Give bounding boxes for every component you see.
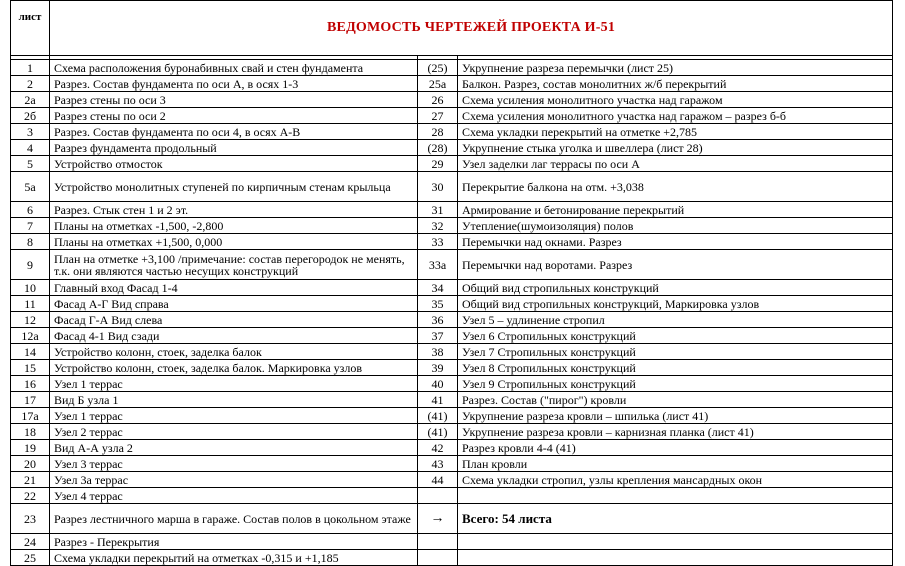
table-row — [11, 60, 893, 76]
sheet-number-left: 23 — [11, 504, 50, 534]
sheet-number-left: 3 — [11, 124, 50, 140]
sheet-title-right: Балкон. Разрез, состав монолитних ж/б перекрытий — [458, 76, 893, 92]
sheet-number-left: 8 — [11, 234, 50, 250]
sheet-title-left: Разрез. Состав фундамента по оси А, в осях 1-3 — [50, 76, 418, 92]
sheet-title-left: Устройство колонн, стоек, заделка балок — [50, 344, 418, 360]
sheet-title-right: Схема укладки стропил, узлы крепления мансардных окон — [458, 472, 893, 488]
sheet-number-left: 24 — [11, 534, 50, 550]
drawing-list-sheet — [10, 0, 892, 566]
sheet-title-left: Разрез лестничного марша в гараже. Состав полов в цокольном этаже — [50, 504, 418, 534]
sheet-number-right: (41) — [418, 424, 458, 440]
sheet-title-right: Узел заделки лаг террасы по оси А — [458, 156, 893, 172]
sheet-number-right: → — [418, 504, 458, 534]
sheet-title-left: Фасад А-Г Вид справа — [50, 296, 418, 312]
sheet-title-right: Узел 8 Стропильных конструкций — [458, 360, 893, 376]
sheet-number-left: 19 — [11, 440, 50, 456]
sheet-number-right: 40 — [418, 376, 458, 392]
sheet-title-right: Узел 6 Стропильных конструкций — [458, 328, 893, 344]
sheet-title-left: Узел 3 террас — [50, 456, 418, 472]
sheet-number-right: 37 — [418, 328, 458, 344]
sheet-title-left: Планы на отметках +1,500, 0,000 — [50, 234, 418, 250]
sheet-title-left: Узел 4 террас — [50, 488, 418, 504]
sheet-number-left: 25 — [11, 550, 50, 566]
table-row — [11, 328, 893, 344]
sheet-title-left: Фасад 4-1 Вид сзади — [50, 328, 418, 344]
sheet-number-left: 17а — [11, 408, 50, 424]
table-row — [11, 344, 893, 360]
sheet-number-right: 38 — [418, 344, 458, 360]
sheet-title-left: Узел 1 террас — [50, 376, 418, 392]
table-row — [11, 250, 893, 280]
sheet-number-left: 5 — [11, 156, 50, 172]
sheet-title-right: Перекрытие балкона на отм. +3,038 — [458, 172, 893, 202]
sheet-title-right — [458, 488, 893, 504]
table-row — [11, 424, 893, 440]
sheet-title-left: Фасад Г-А Вид слева — [50, 312, 418, 328]
sheet-number-right — [418, 550, 458, 566]
table-row — [11, 156, 893, 172]
sheet-title-right: Общий вид стропильных конструкций — [458, 280, 893, 296]
sheet-number-right: 31 — [418, 202, 458, 218]
table-row — [11, 440, 893, 456]
table-row — [11, 376, 893, 392]
sheet-title-right: Схема усиления монолитного участка над гаражом – разрез б-б — [458, 108, 893, 124]
sheet-number-left: 18 — [11, 424, 50, 440]
sheet-number-left: 2 — [11, 76, 50, 92]
header-row — [11, 1, 893, 56]
sheet-title-left: План на отметке +3,100 /примечание: состав перегородок не менять, т.к. они являются частью несущих конструкций — [50, 250, 418, 280]
sheet-number-left: 1 — [11, 60, 50, 76]
sheet-title-left: Планы на отметках -1,500, -2,800 — [50, 218, 418, 234]
sheet-number-left: 14 — [11, 344, 50, 360]
sheet-title-right: Укрупнение разреза кровли – карнизная планка (лист 41) — [458, 424, 893, 440]
table-row — [11, 550, 893, 566]
sheet-number-right: 30 — [418, 172, 458, 202]
table-row — [11, 392, 893, 408]
sheet-title-left: Разрез фундамента продольный — [50, 140, 418, 156]
sheet-title-left: Узел 3а террас — [50, 472, 418, 488]
sheet-number-right: 33 — [418, 234, 458, 250]
table-row — [11, 312, 893, 328]
sheet-number-right: 42 — [418, 440, 458, 456]
sheet-number-left: 10 — [11, 280, 50, 296]
table-row — [11, 296, 893, 312]
sheet-title-right: Всего: 54 листа — [458, 504, 893, 534]
table-row — [11, 202, 893, 218]
sheet-number-left: 11 — [11, 296, 50, 312]
sheet-number-right: 35 — [418, 296, 458, 312]
sheet-number-right: 25а — [418, 76, 458, 92]
sheet-number-left: 20 — [11, 456, 50, 472]
sheet-title-left: Разрез. Состав фундамента по оси 4, в осях А-В — [50, 124, 418, 140]
sheet-number-right: 26 — [418, 92, 458, 108]
sheet-title-left: Устройство монолитных ступеней по кирпичным стенам крыльца — [50, 172, 418, 202]
sheet-number-left: 6 — [11, 202, 50, 218]
sheet-number-left: 9 — [11, 250, 50, 280]
sheet-number-left: 15 — [11, 360, 50, 376]
sheet-title-left: Схема расположения буронабивных свай и стен фундамента — [50, 60, 418, 76]
sheet-title-right: Перемычки над воротами. Разрез — [458, 250, 893, 280]
sheet-title-left: Вид А-А узла 2 — [50, 440, 418, 456]
table-row — [11, 504, 893, 534]
sheet-number-right: 29 — [418, 156, 458, 172]
sheet-number-right: 36 — [418, 312, 458, 328]
table-row — [11, 472, 893, 488]
sheet-number-right: (28) — [418, 140, 458, 156]
sheet-number-right: 39 — [418, 360, 458, 376]
document-title: ВЕДОМОСТЬ ЧЕРТЕЖЕЙ ПРОЕКТА И-51 — [50, 1, 893, 56]
sheet-number-left: 12а — [11, 328, 50, 344]
sheet-title-left: Узел 1 террас — [50, 408, 418, 424]
sheet-column-header: лист — [11, 1, 50, 56]
table-row — [11, 488, 893, 504]
sheet-number-right: (41) — [418, 408, 458, 424]
sheet-title-right: Разрез. Состав ("пирог") кровли — [458, 392, 893, 408]
sheet-title-left: Устройство отмосток — [50, 156, 418, 172]
sheet-number-right: 34 — [418, 280, 458, 296]
sheet-number-right: 33а — [418, 250, 458, 280]
table-row — [11, 76, 893, 92]
sheet-title-right: Укрупнение стыка уголка и швеллера (лист 28) — [458, 140, 893, 156]
sheet-number-right: 43 — [418, 456, 458, 472]
sheet-number-right: 44 — [418, 472, 458, 488]
drawing-list-table — [10, 0, 893, 566]
sheet-title-left: Разрез - Перекрытия — [50, 534, 418, 550]
sheet-number-left: 2б — [11, 108, 50, 124]
table-row — [11, 408, 893, 424]
table-row — [11, 234, 893, 250]
sheet-title-left: Узел 2 террас — [50, 424, 418, 440]
sheet-title-right — [458, 550, 893, 566]
drawing-list-body — [11, 1, 893, 566]
sheet-title-right: Армирование и бетонирование перекрытий — [458, 202, 893, 218]
sheet-title-right: План кровли — [458, 456, 893, 472]
sheet-title-left: Разрез стены по оси 2 — [50, 108, 418, 124]
sheet-number-left: 16 — [11, 376, 50, 392]
sheet-title-left: Вид Б узла 1 — [50, 392, 418, 408]
sheet-title-right: Общий вид стропильных конструкций, Маркировка узлов — [458, 296, 893, 312]
table-row — [11, 124, 893, 140]
sheet-title-right: Схема усиления монолитного участка над гаражом — [458, 92, 893, 108]
sheet-number-right — [418, 488, 458, 504]
sheet-title-right: Узел 5 – удлинение стропил — [458, 312, 893, 328]
sheet-number-right — [418, 534, 458, 550]
sheet-title-left: Главный вход Фасад 1-4 — [50, 280, 418, 296]
sheet-number-left: 4 — [11, 140, 50, 156]
sheet-number-right: (25) — [418, 60, 458, 76]
table-row — [11, 360, 893, 376]
sheet-number-left: 7 — [11, 218, 50, 234]
sheet-number-left: 21 — [11, 472, 50, 488]
table-row — [11, 140, 893, 156]
table-row — [11, 534, 893, 550]
table-row — [11, 108, 893, 124]
sheet-number-right: 41 — [418, 392, 458, 408]
sheet-title-left: Устройство колонн, стоек, заделка балок. Маркировка узлов — [50, 360, 418, 376]
sheet-number-left: 2а — [11, 92, 50, 108]
sheet-title-right: Укрупнение разреза кровли – шпилька (лист 41) — [458, 408, 893, 424]
sheet-number-right: 32 — [418, 218, 458, 234]
sheet-title-right: Узел 7 Стропильных конструкций — [458, 344, 893, 360]
sheet-title-right: Схема укладки перекрытий на отметке +2,785 — [458, 124, 893, 140]
sheet-title-right — [458, 534, 893, 550]
table-row — [11, 456, 893, 472]
table-row — [11, 92, 893, 108]
sheet-number-right: 28 — [418, 124, 458, 140]
sheet-title-right: Перемычки над окнами. Разрез — [458, 234, 893, 250]
sheet-title-left: Схема укладки перекрытий на отметках -0,315 и +1,185 — [50, 550, 418, 566]
sheet-title-right: Узел 9 Стропильных конструкций — [458, 376, 893, 392]
sheet-title-left: Разрез стены по оси 3 — [50, 92, 418, 108]
table-row — [11, 218, 893, 234]
sheet-number-right: 27 — [418, 108, 458, 124]
sheet-number-left: 17 — [11, 392, 50, 408]
sheet-title-right: Укрупнение разреза перемычки (лист 25) — [458, 60, 893, 76]
sheet-number-left: 22 — [11, 488, 50, 504]
sheet-title-right: Утепление(шумоизоляция) полов — [458, 218, 893, 234]
sheet-number-left: 5а — [11, 172, 50, 202]
sheet-number-left: 12 — [11, 312, 50, 328]
sheet-title-right: Разрез кровли 4-4 (41) — [458, 440, 893, 456]
sheet-title-left: Разрез. Стык стен 1 и 2 эт. — [50, 202, 418, 218]
table-row — [11, 172, 893, 202]
table-row — [11, 280, 893, 296]
